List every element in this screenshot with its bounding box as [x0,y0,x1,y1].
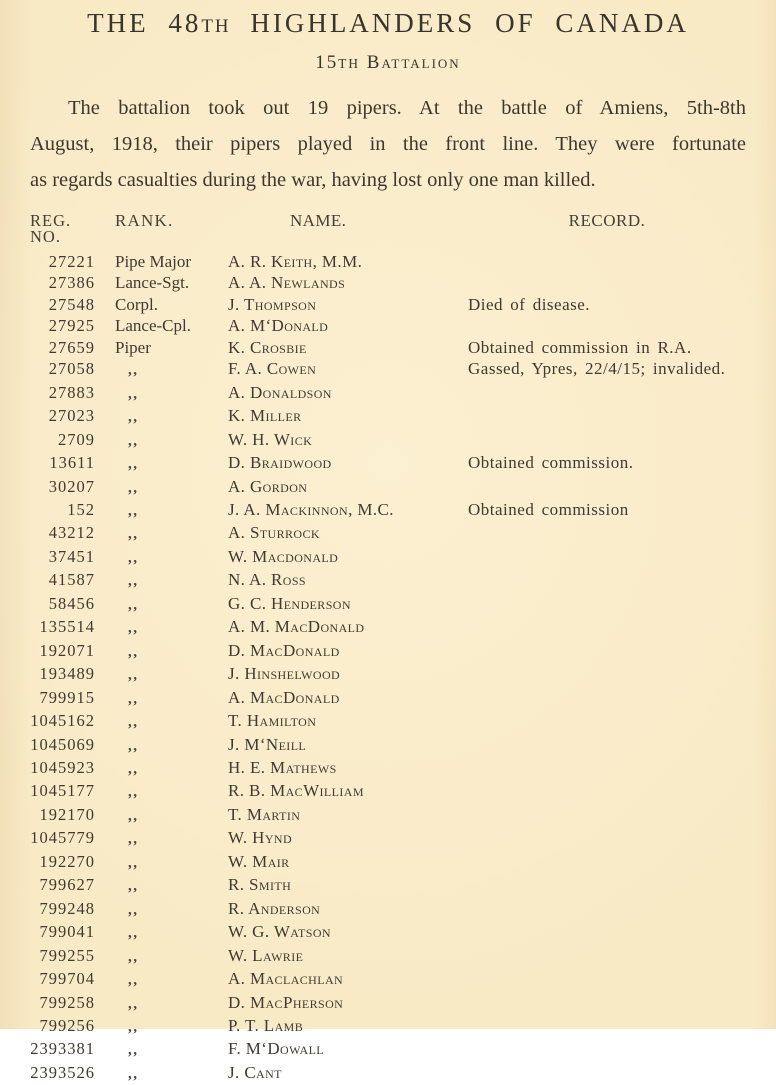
name-cell: F. A. Cowen [228,359,317,379]
name-cell: A. MacDonald [228,687,340,707]
reg-no-cell: 27023 [48,406,95,426]
reg-no-cell: 1045069 [30,734,95,754]
rank-cell: ,, [128,385,139,402]
rank-cell: ,, [128,667,139,684]
name-cell: N. A. Ross [228,570,306,590]
intro-line: August, 1918, their pipers played in the front line. They were fortunate [30,133,746,155]
table-row [30,1038,746,1061]
piper-roster-table [30,213,746,1085]
table-row [30,337,746,358]
rank-cell: ,, [128,432,139,449]
name-cell: F. M‘Dowall [228,1039,325,1059]
reg-no-cell: 192270 [39,851,95,871]
intro-line: as regards casualties during the war, having lost only one man killed. [30,169,596,191]
rank-cell: ,, [128,807,139,824]
header-record: RECORD. [568,211,646,230]
table-row [30,804,746,827]
reg-no-cell: 799256 [39,1015,95,1035]
name-cell: A. M‘Donald [228,316,329,336]
name-cell: H. E. Mathews [228,757,337,777]
reg-no-cell: 58456 [48,593,95,613]
rank-cell: ,, [128,948,139,965]
rank-cell: Corpl. [115,294,158,314]
reg-no-cell: 192071 [39,640,95,660]
rank-cell: ,, [128,1042,139,1059]
rank-cell: ,, [128,784,139,801]
name-cell: D. Braidwood [228,453,332,473]
rank-cell: ,, [128,596,139,613]
rank-cell: ,, [128,456,139,473]
reg-no-cell: 1045779 [30,828,95,848]
reg-no-cell: 1045177 [30,781,95,801]
rank-cell: Piper [115,337,151,357]
table-row [30,851,746,874]
name-cell: J. Hinshelwood [228,664,341,684]
name-cell: W. Mair [228,851,290,871]
name-cell: T. Martin [228,804,301,824]
rank-cell: ,, [128,1018,139,1035]
header-name: NAME. [290,211,347,230]
subtitle-rest: Battalion [360,52,461,73]
reg-no-cell: 1045162 [30,711,95,731]
table-row [30,569,746,592]
record-cell: Obtained commission [468,499,629,519]
name-cell: G. C. Henderson [228,593,351,613]
reg-no-cell: 27548 [48,294,95,314]
table-row [30,251,746,272]
name-cell: D. MacPherson [228,992,344,1012]
table-row [30,405,746,428]
rank-cell: ,, [128,549,139,566]
table-row [30,663,746,686]
subtitle-ordinal-suffix: TH [338,56,361,71]
reg-no-cell: 799627 [39,875,95,895]
table-row [30,874,746,897]
intro-line: The battalion took out 19 pipers. At the battle of Amiens, 5th-8th [68,97,746,119]
reg-no-cell: 37451 [48,546,95,566]
roster-header-row [30,213,746,245]
table-row [30,898,746,921]
table-row [30,593,746,616]
reg-no-cell: 2709 [58,429,95,449]
reg-no-cell: 193489 [39,664,95,684]
rank-cell: ,, [128,1065,139,1082]
name-cell: J. Cant [228,1062,282,1082]
rank-cell: ,, [128,878,139,895]
rank-cell: ,, [128,737,139,754]
table-row [30,358,746,381]
rank-cell: Lance-Cpl. [115,316,191,336]
reg-no-cell: 1045923 [30,757,95,777]
record-cell: Gassed, Ypres, 22/4/15; invalided. [468,359,726,379]
name-cell: W. H. Wick [228,429,313,449]
reg-no-cell: 799041 [39,922,95,942]
name-cell: W. Macdonald [228,546,339,566]
name-cell: A. Maclachlan [228,969,344,989]
table-row [30,522,746,545]
table-row [30,476,746,499]
reg-no-cell: 41587 [48,570,95,590]
name-cell: K. Miller [228,406,302,426]
table-row [30,687,746,710]
reg-no-cell: 27058 [48,359,95,379]
reg-no-cell: 135514 [39,617,95,637]
table-row [30,921,746,944]
reg-no-cell: 799255 [39,945,95,965]
table-row [30,734,746,757]
table-row [30,1015,746,1038]
title-ordinal-suffix: TH [201,16,231,37]
table-row [30,1062,746,1085]
reg-no-cell: 2393526 [30,1062,95,1082]
name-cell: A. M. MacDonald [228,617,365,637]
rank-cell: ,, [128,831,139,848]
rank-cell: ,, [128,479,139,496]
table-row [30,429,746,452]
rank-cell: ,, [128,643,139,660]
rank-cell: Pipe Major [115,252,192,271]
table-row [30,294,746,315]
title-pre: THE 48 [87,8,202,38]
rank-cell: ,, [128,690,139,707]
header-reg-no: REG. NO. [30,211,72,246]
reg-no-cell: 799915 [39,687,95,707]
table-row [30,382,746,405]
rank-cell: ,, [128,760,139,777]
reg-no-cell: 27221 [48,252,95,271]
rank-cell: ,, [128,925,139,942]
reg-no-cell: 192170 [39,804,95,824]
table-row [30,945,746,968]
name-cell: R. Smith [228,875,292,895]
page-subtitle [30,52,746,74]
rank-cell: ,, [128,362,139,379]
reg-no-cell: 799258 [39,992,95,1012]
rank-cell: ,, [128,714,139,731]
table-row [30,827,746,850]
reg-no-cell: 2393381 [30,1039,95,1059]
table-row [30,968,746,991]
reg-no-cell: 799248 [39,898,95,918]
table-row [30,780,746,803]
record-cell: Died of disease. [468,294,591,314]
rank-cell: ,, [128,901,139,918]
reg-no-cell: 27386 [48,273,95,293]
reg-no-cell: 13611 [49,453,95,473]
reg-no-cell: 30207 [48,476,95,496]
table-row [30,757,746,780]
reg-no-cell: 27883 [48,382,95,402]
title-post: HIGHLANDERS OF CANADA [230,8,689,38]
table-row [30,992,746,1015]
name-cell: K. Crosbie [228,337,307,357]
name-cell: J. Thompson [228,294,317,314]
rank-cell: ,, [128,573,139,590]
rank-cell: ,, [128,409,139,426]
reg-no-cell: 27659 [48,337,95,357]
page-title [30,8,746,39]
name-cell: A. Donaldson [228,382,332,402]
reg-no-cell: 43212 [48,523,95,543]
rank-cell: ,, [128,972,139,989]
name-cell: A. Gordon [228,476,308,496]
name-cell: R. Anderson [228,898,321,918]
table-row [30,272,746,293]
rank-cell: ,, [128,502,139,519]
intro-paragraph [30,90,746,198]
name-cell: T. Hamilton [228,711,317,731]
name-cell: A. A. Newlands [228,273,346,293]
name-cell: J. A. Mackinnon, M.C. [228,499,394,519]
name-cell: J. M‘Neill [228,734,307,754]
name-cell: A. R. Keith, M.M. [228,252,363,271]
reg-no-cell: 27925 [48,316,95,336]
table-row [30,452,746,475]
table-row [30,315,746,336]
record-cell: Obtained commission. [468,453,634,473]
name-cell: A. Sturrock [228,523,320,543]
name-cell: D. MacDonald [228,640,340,660]
table-row [30,640,746,663]
subtitle-number: 15 [315,52,339,73]
reg-no-cell: 152 [67,499,95,519]
rank-cell: ,, [128,620,139,637]
rank-cell: Lance-Sgt. [115,273,190,293]
name-cell: P. T. Lamb [228,1015,304,1035]
name-cell: W. G. Watson [228,922,331,942]
roster-body [30,251,746,1085]
name-cell: W. Hynd [228,828,293,848]
record-cell: Obtained commission in R.A. [468,337,692,357]
rank-cell: ,, [128,526,139,543]
name-cell: R. B. MacWilliam [228,781,364,801]
name-cell: W. Lawrie [228,945,304,965]
table-row [30,546,746,569]
table-row [30,710,746,733]
rank-cell: ,, [128,854,139,871]
reg-no-cell: 799704 [39,969,95,989]
table-row [30,499,746,522]
header-rank: RANK. [115,211,174,230]
table-row [30,616,746,639]
rank-cell: ,, [128,995,139,1012]
